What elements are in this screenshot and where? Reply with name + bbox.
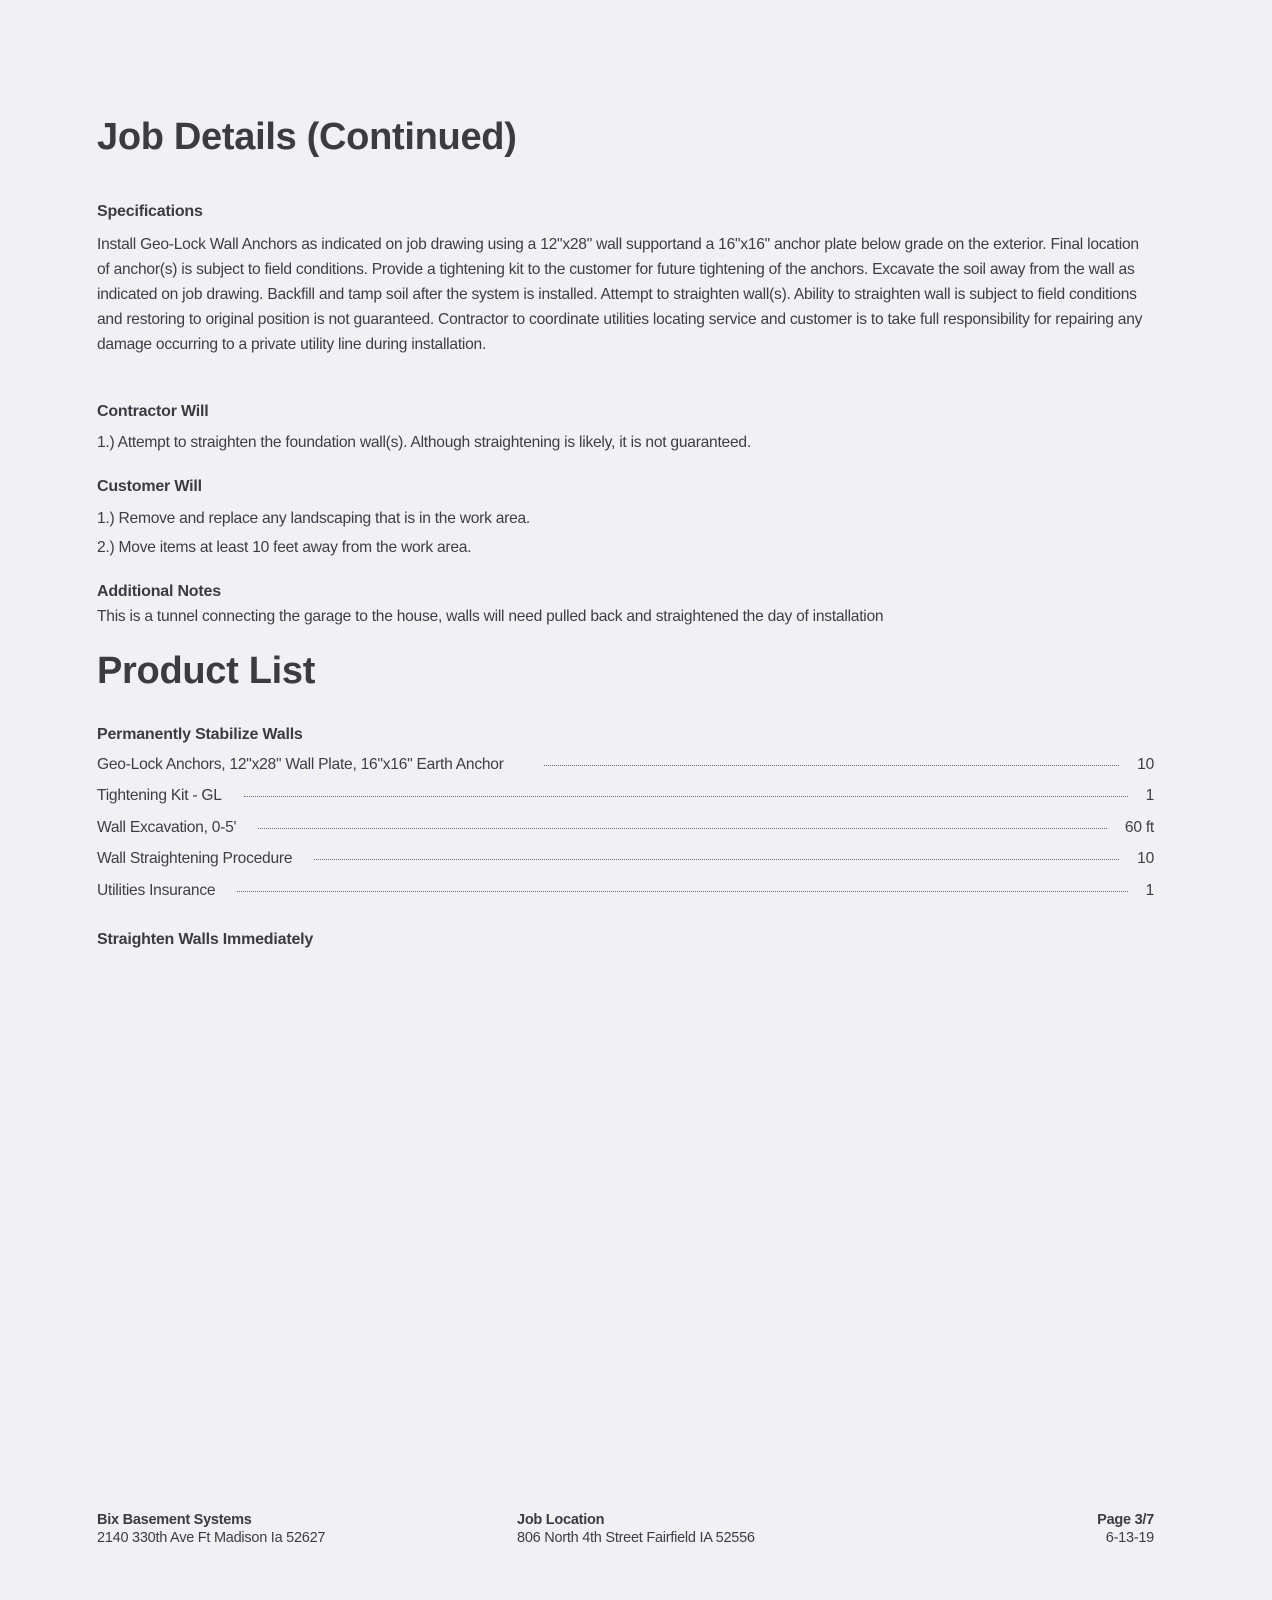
product-name: Wall Excavation, 0-5' [97, 819, 237, 836]
product-row [97, 819, 1154, 841]
product-quantity: 10 [1137, 850, 1154, 867]
product-name: Utilities Insurance [97, 882, 216, 899]
product-quantity: 1 [1145, 787, 1154, 804]
customer-will-item: 2.) Move items at least 10 feet away from the work area. [97, 539, 472, 556]
product-name: Tightening Kit - GL [97, 787, 222, 804]
dot-leader [237, 891, 1127, 892]
specifications-heading: Specifications [97, 203, 203, 220]
additional-notes-heading: Additional Notes [97, 583, 221, 600]
dot-leader [244, 796, 1128, 797]
product-row [97, 850, 1154, 872]
product-quantity: 10 [1137, 756, 1154, 773]
customer-will-item: 1.) Remove and replace any landscaping that is in the work area. [97, 510, 531, 527]
product-row [97, 787, 1154, 809]
footer-job-location [517, 1511, 755, 1547]
specifications-text: Install Geo-Lock Wall Anchors as indicated on job drawing using a 12"x28" wall supportand a 16"x16" anchor plate below grade on the exterior. Final location of anchor(s) is subject to field conditions. Provide a tightening kit to the customer for future tightening of the anchors. Excavate the soil away from the wall as indicated on job drawing. Backfill and tamp soil after the system is installed. Attempt to straighten wall(s). Ability to straighten wall is subject to field conditions and restoring to original position is not guaranteed. Contractor to coordinate utilities locating service and customer is to take full responsibility for repairing any damage occurring to a private utility line during installation. [97, 236, 1143, 353]
job-location-heading: Job Location [517, 1512, 605, 1528]
product-quantity: 60 ft [1124, 819, 1154, 836]
document-page [97, 0, 1154, 1600]
customer-will-heading: Customer Will [97, 478, 202, 495]
product-row [97, 756, 1154, 778]
dot-leader [314, 859, 1119, 860]
contractor-will-heading: Contractor Will [97, 403, 209, 420]
product-list-title: Product List [97, 650, 316, 692]
product-quantity: 1 [1145, 882, 1154, 899]
product-name: Wall Straightening Procedure [97, 850, 293, 867]
additional-notes-text: This is a tunnel connecting the garage to the house, walls will need pulled back and straightened the day of installation [97, 608, 884, 625]
job-details-title: Job Details (Continued) [97, 116, 517, 158]
product-group-heading: Straighten Walls Immediately [97, 931, 314, 948]
contractor-will-item: 1.) Attempt to straighten the foundation wall(s). Although straightening is likely, it is not guaranteed. [97, 434, 751, 451]
job-location-address: 806 North 4th Street Fairfield IA 52556 [517, 1530, 755, 1546]
product-group-heading: Permanently Stabilize Walls [97, 726, 303, 743]
page-number: Page 3/7 [1097, 1512, 1154, 1528]
product-row [97, 882, 1154, 904]
footer-page-info [1097, 1511, 1154, 1547]
footer-company [97, 1511, 325, 1547]
dot-leader [258, 828, 1107, 829]
product-name: Geo-Lock Anchors, 12"x28" Wall Plate, 16"x16" Earth Anchor [97, 756, 504, 773]
company-name: Bix Basement Systems [97, 1512, 252, 1528]
document-date: 6-13-19 [1105, 1530, 1154, 1546]
dot-leader [544, 765, 1119, 766]
company-address: 2140 330th Ave Ft Madison Ia 52627 [97, 1530, 326, 1546]
